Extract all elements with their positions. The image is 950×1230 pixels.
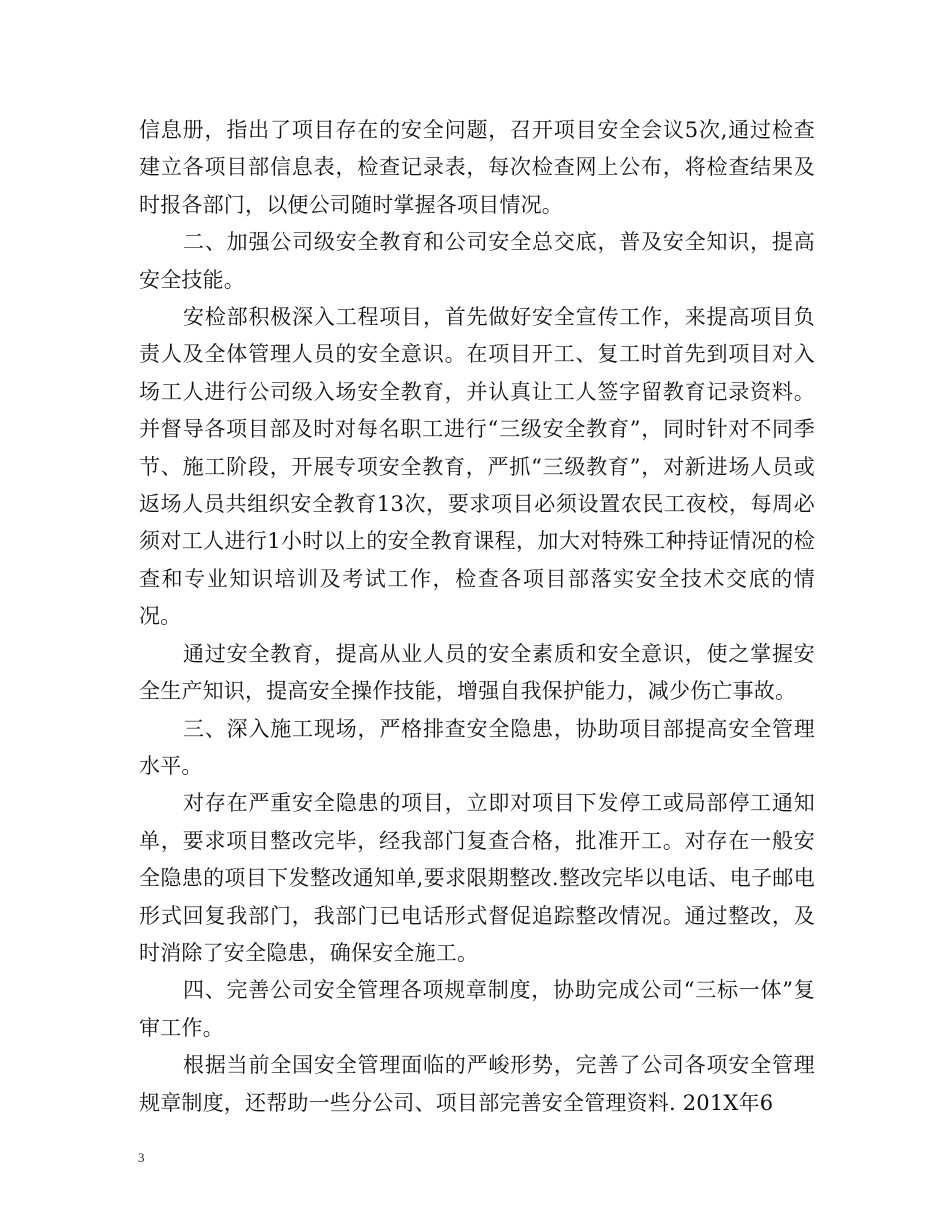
section-heading-two: 二、加强公司级安全教育和公司安全总交底，普及安全知识，提高安全技能。 bbox=[139, 230, 815, 292]
paragraph-safety-education: 安检部积极深入工程项目，首先做好安全宣传工作，来提高项目负责人及全体管理人员的安全意识。在项目开工、复工时首先到项目对入场工人进行公司级入场安全教育，并认真让工人签字留教育记录资料。并督导各项目部及时对每名职工进行“三级安全教育”，同时针对不同季节、施工阶段，开展专项安全教育，严抓“三级教育”，对新进场人员或返场人员共组织安全教育13次，要求项目必须设置农民工夜校，每周必须对工人进行1小时以上的安全教育课程，加大对特殊工种持证情况的检查和专业知识培训及考试工作，检查各项目部落实安全技术交底的情况。 bbox=[139, 305, 815, 629]
paragraph-continued-text: 信息册，指出了项目存在的安全问题，召开项目安全会议5次,通过检查建立各项目部信息表，检查记录表，每次检查网上公布，将检查结果及时报各部门，以便公司随时掌握各项目情况。 bbox=[139, 118, 815, 217]
section-heading-three: 三、深入施工现场，严格排查安全隐患，协助项目部提高安全管理水平。 bbox=[139, 716, 815, 778]
section-heading-four: 四、完善公司安全管理各项规章制度，协助完成公司“三标一体”复审工作。 bbox=[139, 978, 815, 1040]
paragraph-regulations: 根据当前全国安全管理面临的严峻形势，完善了公司各项安全管理规章制度，还帮助一些分公司、项目部完善安全管理资料. 201X年6 bbox=[139, 1053, 815, 1115]
page-number: 3 bbox=[138, 1150, 145, 1165]
paragraph-hazard-rectification: 对存在严重安全隐患的项目，立即对项目下发停工或局部停工通知单，要求项目整改完毕，经我部门复查合格，批准开工。对存在一般安全隐患的项目下发整改通知单,要求限期整改.整改完毕以电话、电子邮电形式回复我部门，我部门已电话形式督促追踪整改情况。通过整改，及时消除了安全隐患，确保安全施工。 bbox=[139, 791, 815, 965]
document-body bbox=[139, 112, 815, 1122]
paragraph-education-outcome: 通过安全教育，提高从业人员的安全素质和安全意识，使之掌握安全生产知识，提高安全操作技能，增强自我保护能力，减少伤亡事故。 bbox=[139, 641, 815, 704]
